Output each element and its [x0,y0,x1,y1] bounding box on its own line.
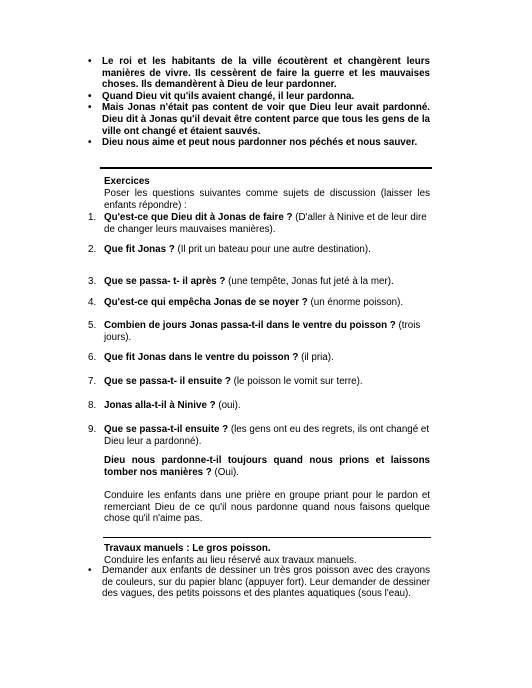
bullet-text: Dieu nous aime et peut nous pardonner nos péchés et nous sauver. [102,137,418,149]
question-number: 1. [88,212,97,223]
list-item [88,91,430,103]
bullet-icon: • [88,102,92,114]
question-number: 6. [88,352,97,363]
bullet-text: Le roi et les habitants de la ville écoutèrent et changèrent leurs manières de vivre. Ils cessèrent de faire la guerre et les mauvaises choses. Ils demandèrent à Dieu de leur pardonner. [102,56,430,91]
prayer-paragraph: Conduire les enfants dans une prière en groupe priant pour le pardon et remerciant Dieu de ce qu'il nous pardonne quand nous faisons quelque chose qu'il n'aime pas. [104,490,430,525]
exercises-heading: Exercices [104,176,150,187]
question-answer: (un énorme poisson). [307,297,404,308]
bullet-icon: • [88,565,92,576]
question-number: 3. [88,276,97,287]
question-number: 2. [88,244,97,255]
manual-work-intro: Conduire les enfants au lieu réservé aux travaux manuels. [104,555,357,566]
question-answer: (le poisson le vomit sur terre). [230,376,363,387]
bullet-icon: • [88,90,92,102]
question-item [88,320,430,343]
final-question-answer: (Oui). [211,466,240,478]
manual-work-text: Demander aux enfants de dessiner un très gros poisson avec des crayons de couleurs, sur du papier blanc (appuyer fort). Leur demander de dessiner des vagues, des petits poissons et des plantes aquatiques (sous l'eau). [102,565,430,600]
story-summary-list [88,56,430,149]
bullet-icon: • [88,56,92,67]
bullet-text: Quand Dieu vit qu'ils avaient changé, il leur pardonna. [102,90,355,102]
question-number: 5. [88,320,97,331]
manual-work-list [88,565,430,600]
question-text: Que se passa- t- il après ? [104,276,226,287]
question-text: Jonas alla-t-il à Ninive ? [104,400,216,411]
question-text: Combien de jours Jonas passa-t-il dans le ventre du poisson ? [104,320,396,331]
final-question-text: Dieu nous pardonne-t-il toujours quand nous prions et laissons tomber nos manières ? [104,455,430,478]
question-item [88,297,430,309]
question-number: 9. [88,424,97,435]
list-item [88,565,430,600]
list-item [88,102,430,137]
section-divider [103,537,431,538]
section-divider [100,167,432,169]
bullet-icon: • [88,137,92,149]
question-item [88,376,430,388]
question-answer: (oui). [215,400,241,411]
question-text: Que se passa-t-il ensuite ? [104,424,229,435]
question-answer: (Il prit un bateau pour une autre destination). [174,244,371,255]
question-item [88,424,430,447]
manual-work-heading: Travaux manuels : Le gros poisson. [104,543,271,554]
question-number: 4. [88,297,97,308]
question-text: Que fit Jonas dans le ventre du poisson ? [104,352,299,363]
question-item [88,276,430,288]
question-answer: (les gens ont eu des regrets, ils ont changé et Dieu leur a pardonné). [104,424,430,447]
question-item [88,244,430,256]
question-item [88,212,430,235]
question-item [88,400,430,412]
question-text: Que se passa-t- il ensuite ? [104,376,231,387]
question-answer: (une tempête, Jonas fut jeté à la mer). [225,276,394,287]
list-item [88,56,430,91]
exercises-instructions: Poser les questions suivantes comme sujets de discussion (laisser les enfants répondre) : [104,188,430,211]
question-text: Que fit Jonas ? [104,244,175,255]
question-answer: (il pria). [298,352,334,363]
final-question [104,455,430,478]
question-answer: (trois jours). [104,320,421,343]
question-text: Qu'est-ce qui empêcha Jonas de se noyer ? [104,297,308,308]
list-item [88,137,430,149]
bullet-text: Mais Jonas n'était pas content de voir que Dieu leur avait pardonné. Dieu dit à Jonas qu'il devait être content parce que tous les gens de la ville ont changé et étaient sauvés. [102,102,430,137]
question-answer: (D'aller à Ninive et de leur dire de changer leurs mauvaises manières). [104,212,427,235]
question-number: 7. [88,376,97,387]
question-item [88,352,430,364]
question-text: Qu'est-ce que Dieu dit à Jonas de faire ? [104,212,293,223]
question-number: 8. [88,400,97,411]
